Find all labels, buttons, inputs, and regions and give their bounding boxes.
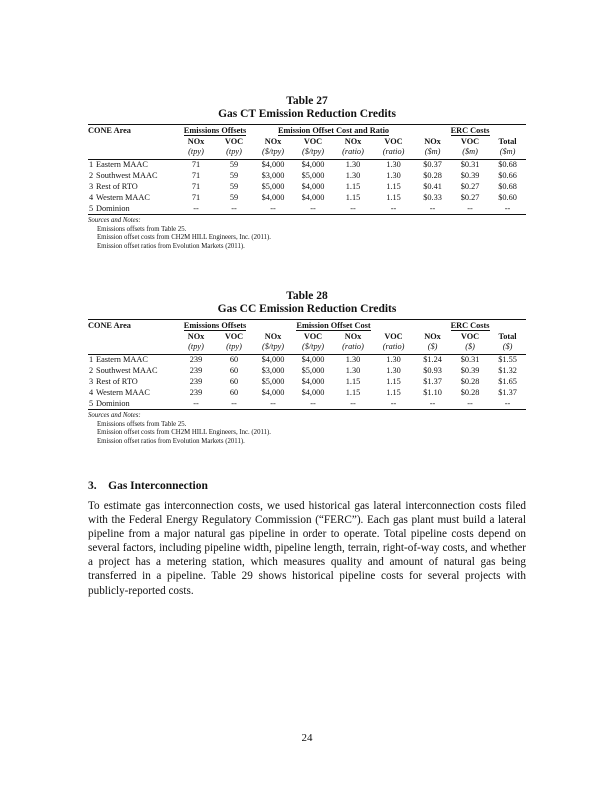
column-header: NOx (264, 136, 282, 146)
cell: 1.15 (386, 387, 401, 397)
cell: $0.68 (498, 160, 517, 170)
unit-label: ($/tpy) (253, 147, 293, 159)
unit-label: (tpy) (215, 147, 253, 159)
cell: $0.60 (498, 192, 517, 202)
cell: $4,000 (261, 192, 285, 202)
cell: 71 (191, 160, 201, 170)
cell: $0.28 (460, 387, 480, 397)
group-header-cost: Emission Offset Cost (296, 321, 371, 330)
cell: 71 (191, 192, 201, 202)
cell: -- (177, 398, 215, 409)
column-header: VOC (460, 331, 480, 341)
cell: 1.30 (345, 160, 361, 170)
row-number: 4 (89, 387, 94, 397)
cell: -- (215, 203, 253, 214)
unit-label: ($/tpy) (253, 342, 293, 354)
table-notes (88, 412, 526, 446)
unit-label: (tpy) (215, 342, 253, 354)
group-header-erc: ERC Costs (450, 321, 490, 330)
table-row (88, 398, 526, 409)
unit-label: ($m) (489, 147, 526, 159)
cell: $1.32 (498, 365, 517, 375)
column-header: NOx (264, 331, 282, 341)
table-row (88, 377, 526, 388)
cell: 1.30 (345, 170, 361, 180)
cell: 1.15 (386, 192, 401, 202)
note-line: Emission offset costs from CH2M HILL Engineers, Inc. (2011). (97, 234, 271, 242)
note-line: Emission offset ratios from Evolution Markets (2011). (97, 243, 245, 251)
column-header: VOC (460, 136, 480, 146)
cell: $5,000 (261, 181, 285, 191)
row-number: 3 (89, 376, 94, 386)
cell: -- (451, 398, 489, 409)
row-number: 2 (89, 170, 94, 180)
notes-heading: Sources and Notes: (88, 217, 141, 225)
cell: 239 (189, 355, 203, 365)
column-header: NOx (424, 331, 441, 341)
cell: $1.24 (423, 355, 442, 365)
row-number: 2 (89, 365, 94, 375)
unit-label: ($) (414, 342, 451, 354)
cell: -- (215, 398, 253, 409)
cell: $0.41 (423, 181, 442, 191)
cell: 71 (191, 170, 201, 180)
cell: $0.66 (498, 170, 517, 180)
cell: -- (177, 203, 215, 214)
row-area: Western MAAC (96, 192, 150, 202)
cell: $4,000 (261, 160, 285, 170)
group-header-offsets: Emissions Offsets (183, 126, 247, 135)
unit-label: ($/tpy) (293, 147, 333, 159)
column-header: VOC (384, 331, 403, 341)
cell: $4,000 (301, 387, 325, 397)
cell: $0.28 (423, 170, 442, 180)
cell: -- (333, 398, 373, 409)
cell: $0.28 (460, 376, 480, 386)
table-row (88, 354, 526, 365)
table-row (88, 192, 526, 203)
unit-label: (ratio) (373, 342, 414, 354)
unit-label: ($/tpy) (293, 342, 333, 354)
row-area: Eastern MAAC (96, 355, 148, 365)
row-area: Rest of RTO (96, 376, 138, 386)
row-number: 3 (89, 181, 94, 191)
cell: $4,000 (301, 376, 325, 386)
cell: 60 (229, 387, 239, 397)
cell: 239 (189, 387, 203, 397)
cell: -- (414, 398, 451, 409)
cell: $4,000 (261, 355, 285, 365)
row-area: Dominion (96, 203, 177, 214)
table-number: Table 27 (286, 95, 328, 107)
cell: 59 (229, 160, 239, 170)
cell: 60 (229, 376, 239, 386)
cell: $5,000 (301, 365, 325, 375)
column-header: Total (498, 331, 517, 341)
group-header-erc: ERC Costs (450, 126, 490, 135)
table-row (88, 182, 526, 193)
cell: $0.31 (460, 355, 480, 365)
cell: $4,000 (261, 387, 285, 397)
cell: 239 (189, 376, 203, 386)
row-number: 5 (88, 398, 96, 409)
unit-row (88, 342, 526, 354)
cell: $0.31 (460, 160, 480, 170)
cell: -- (451, 203, 489, 214)
cell: $1.65 (498, 376, 517, 386)
cell: 1.30 (386, 355, 401, 365)
row-area: Southwest MAAC (96, 170, 158, 180)
group-header-area: CONE Area (88, 125, 177, 137)
cell: $1.55 (498, 355, 517, 365)
column-header: NOx (187, 136, 205, 146)
cell: 1.30 (386, 170, 401, 180)
cell: -- (293, 203, 333, 214)
cell: -- (489, 398, 526, 409)
cell: 60 (229, 365, 239, 375)
cell: $0.68 (498, 181, 517, 191)
cell: -- (253, 203, 293, 214)
cell: $4,000 (301, 355, 325, 365)
note-line: Emissions offsets from Table 25. (97, 420, 187, 428)
cell: $1.37 (423, 376, 442, 386)
unit-label: ($m) (451, 147, 489, 159)
group-header-area: CONE Area (88, 320, 177, 332)
cell: $0.37 (423, 160, 442, 170)
body-paragraph: To estimate gas interconnection costs, we used historical gas lateral interconnection costs filed with the Federal Energy Regulatory Commission (“FERC”). Each gas plant must build a lateral pipeline from a major natural gas pipeline in order to operate. Total pipeline costs depend on several factors, including pipeline width, pipeline length, terrain, right-of-way costs, and whether a project has a metering station, which measures quality and amount of natural gas being transferred in a pipeline. Table 29 shows historical pipeline costs for several projects with publicly-reported costs. (88, 500, 526, 597)
cell: -- (489, 203, 526, 214)
unit-label: ($) (489, 342, 526, 354)
cell: 59 (229, 181, 239, 191)
cell: 1.15 (345, 192, 361, 202)
cell: $5,000 (301, 170, 325, 180)
cell: $0.39 (460, 365, 480, 375)
cell: $4,000 (301, 192, 325, 202)
note-line: Emission offset ratios from Evolution Markets (2011). (97, 438, 245, 446)
cell: $0.27 (460, 181, 480, 191)
table-28 (88, 290, 526, 447)
erc-table (88, 124, 526, 215)
table-row (88, 159, 526, 170)
table-number: Table 28 (286, 290, 328, 302)
row-number: 5 (88, 203, 96, 214)
unit-label: ($) (451, 342, 489, 354)
column-header: VOC (224, 331, 244, 341)
cell: $3,000 (261, 365, 285, 375)
unit-label: (ratio) (333, 147, 373, 159)
column-header: VOC (224, 136, 244, 146)
row-area: Rest of RTO (96, 181, 138, 191)
cell: 1.15 (345, 181, 361, 191)
cell: 1.30 (345, 355, 361, 365)
column-header: NOx (424, 136, 441, 146)
erc-table (88, 319, 526, 410)
cell: -- (293, 398, 333, 409)
note-line: Emissions offsets from Table 25. (97, 225, 187, 233)
column-header: VOC (384, 136, 403, 146)
table-27 (88, 95, 526, 252)
group-header-row (88, 125, 526, 137)
cell: 71 (191, 181, 201, 191)
cell: -- (253, 398, 293, 409)
column-header: VOC (303, 331, 323, 341)
column-header-row (88, 332, 526, 343)
row-number: 1 (89, 355, 94, 365)
group-header-cost: Emission Offset Cost and Ratio (277, 126, 390, 135)
page-number: 24 (301, 732, 313, 744)
notes-heading: Sources and Notes: (88, 412, 141, 420)
column-header: NOx (344, 136, 362, 146)
cell: $3,000 (261, 170, 285, 180)
cell: $1.10 (423, 387, 442, 397)
cell: -- (414, 203, 451, 214)
cell: $0.27 (460, 192, 480, 202)
cell: 1.15 (386, 181, 401, 191)
cell: 1.30 (386, 365, 401, 375)
cell: 1.15 (345, 387, 361, 397)
cell: 1.30 (386, 160, 401, 170)
cell: -- (373, 203, 414, 214)
table-notes (88, 217, 526, 251)
cell: $1.37 (498, 387, 517, 397)
row-number: 1 (89, 160, 94, 170)
table-title: Gas CT Emission Reduction Credits (218, 108, 396, 120)
table-row (88, 366, 526, 377)
table-row (88, 203, 526, 214)
unit-label: (ratio) (333, 342, 373, 354)
section-heading: 3. Gas Interconnection (88, 480, 208, 492)
column-header: Total (498, 136, 517, 146)
unit-label: ($m) (414, 147, 451, 159)
cell: 59 (229, 192, 239, 202)
unit-label: (tpy) (177, 147, 215, 159)
cell: 59 (229, 170, 239, 180)
group-header-row (88, 320, 526, 332)
column-header-row (88, 137, 526, 148)
row-number: 4 (89, 192, 94, 202)
note-line: Emission offset costs from CH2M HILL Engineers, Inc. (2011). (97, 429, 271, 437)
cell: 1.15 (386, 376, 401, 386)
row-area: Eastern MAAC (96, 160, 148, 170)
cell: 60 (229, 355, 239, 365)
cell: $0.33 (423, 192, 442, 202)
cell: $0.93 (423, 365, 442, 375)
cell: $4,000 (301, 160, 325, 170)
cell: $0.39 (460, 170, 480, 180)
table-title: Gas CC Emission Reduction Credits (217, 303, 397, 315)
column-header: VOC (303, 136, 323, 146)
unit-label: (tpy) (177, 342, 215, 354)
row-area: Southwest MAAC (96, 365, 158, 375)
cell: -- (333, 203, 373, 214)
unit-label: (ratio) (373, 147, 414, 159)
cell: -- (373, 398, 414, 409)
table-row (88, 387, 526, 398)
column-header: NOx (344, 331, 362, 341)
cell: 1.30 (345, 365, 361, 375)
group-header-offsets: Emissions Offsets (183, 321, 247, 330)
row-area: Dominion (96, 398, 177, 409)
column-header: NOx (187, 331, 205, 341)
row-area: Western MAAC (96, 387, 150, 397)
cell: 1.15 (345, 376, 361, 386)
cell: $5,000 (261, 376, 285, 386)
table-row (88, 171, 526, 182)
unit-row (88, 147, 526, 159)
cell: 239 (189, 365, 203, 375)
cell: $4,000 (301, 181, 325, 191)
